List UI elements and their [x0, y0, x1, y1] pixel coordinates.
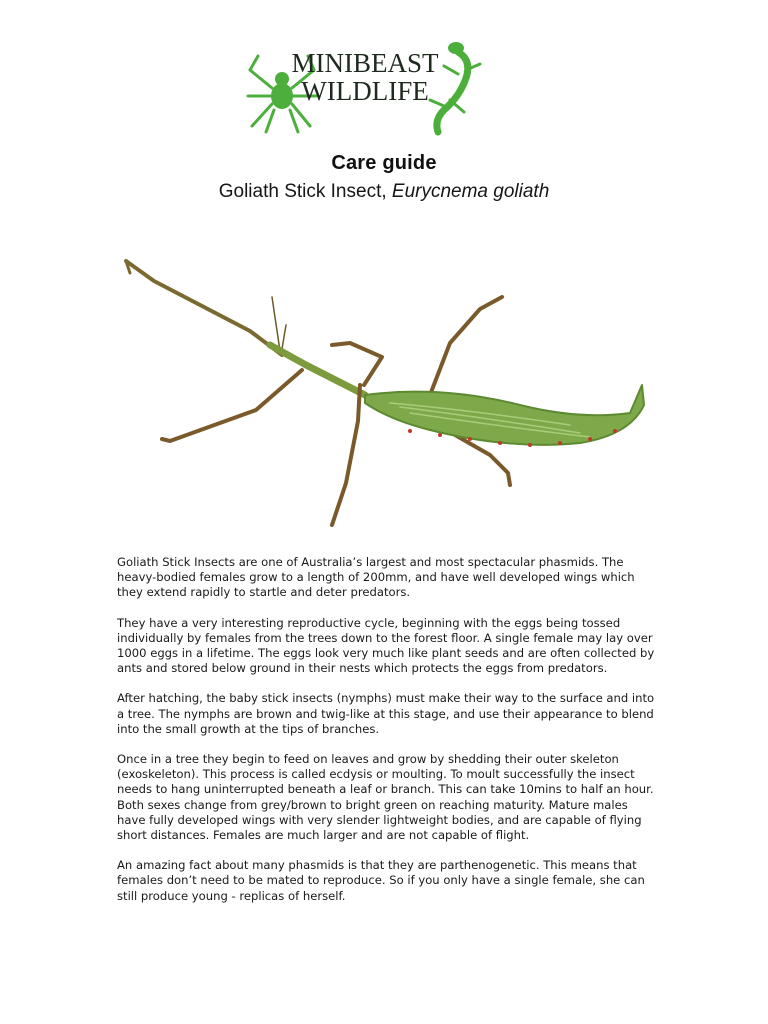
paragraph-intro: Goliath Stick Insects are one of Australia’s largest and most spectacular phasmids. The heavy-bodied females grow to a length of 200mm, and have well developed wings which they extend rapidly to startle and deter predators.: [117, 555, 635, 600]
logo-line-1: MINIBEAST: [291, 48, 439, 78]
brand-logo: [244, 30, 486, 136]
paragraph-moulting: Once in a tree they begin to feed on leaves and grow by shedding their outer skeleton (exoskeleton). This process is called ecdysis or moulting. To moult successfully the insect needs to hang uninterrupted beneath a leaf or branch. This can take 10mins to half an hour. Both sexes change from grey/brown to bright green on reaching maturity. Mature males have fully developed wings with very slender lightweight bodies, and are capable of flying short distances. Females are much larger and are not capable of flight.: [117, 752, 654, 843]
logo-line-2: WILDLIFE: [301, 76, 429, 106]
page-title: Care guide: [331, 152, 437, 174]
scientific-name: Eurycnema goliath: [391, 181, 550, 202]
page-subtitle: [0, 181, 768, 203]
paragraph-parthenogenesis: An amazing fact about many phasmids is that they are parthenogenetic. This means that females don’t need to be mated to reproduce. So if you only have a single female, she can still produce young - replicas of herself.: [117, 858, 645, 903]
care-guide-text: [117, 555, 657, 919]
paragraph-reproduction: They have a very interesting reproductive cycle, beginning with the eggs being tossed individually by females from the trees down to the forest floor. A single female may lay over 1000 eggs in a lifetime. The eggs look very much like plant seeds and are often collected by ants and stored below ground in their nests which protects the eggs from predators.: [117, 615, 655, 676]
stick-insect-icon: [110, 245, 655, 540]
stick-insect-photo: [110, 245, 655, 540]
paragraph-hatching: After hatching, the baby stick insects (nymphs) must make their way to the surface and into a tree. The nymphs are brown and twig-like at this stage, and use their appearance to blend into the small growth at the tips of branches.: [117, 691, 655, 736]
common-name: Goliath Stick Insect,: [218, 181, 392, 202]
